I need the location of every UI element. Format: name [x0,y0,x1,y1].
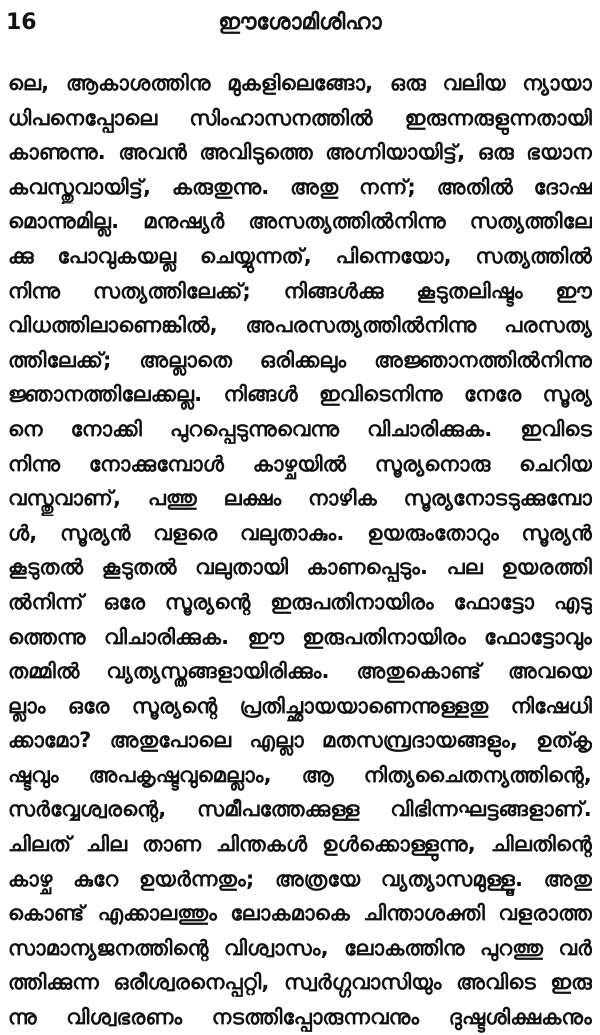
text-line: കൂടുതൽ കൂടുതൽ വലുതായി കാണപ്പെടും. പല ഉയരത്തി [8,555,592,580]
page-number: 16 [6,10,37,35]
text-line: നിന്നു സത്യത്തിലേക്ക്; നിങ്ങൾക്കു കൂടുതലിഷ്ടം ഈ [8,278,592,303]
body-text [8,66,592,1035]
running-title: ഈശോമിശിഹാ [218,10,382,35]
text-line: ധിപനെപ്പോലെ സിംഹാസനത്തിൽ ഇരുന്നരുളുന്നതായി [8,105,592,130]
text-line: ക്കു പോവുകയല്ല ചെയ്യുന്നത്, പിന്നെയോ, സത്യത്തിൽ [8,243,592,268]
text-line: മൊന്നുമില്ല. മനുഷ്യർ അസത്യത്തിൽനിന്നു സത്യത്തിലേ [8,209,592,234]
text-line: വിധത്തിലാണെങ്കിൽ, അപരസത്യത്തിൽനിന്നു പരസത്യ [8,313,592,338]
text-line: തമ്മിൽ വ്യത്യസ്തങ്ങളായിരിക്കും. അതുകൊണ്ട് അവയെ [8,659,592,684]
text-line: ന്നു വിശ്വഭരണം നടത്തിപ്പോരുന്നവനും ദുഷ്ടശിക്ഷകനും [8,1005,592,1030]
text-line: ലെ, ആകാശത്തിനു മുകളിലെങ്ങോ, ഒരു വലിയ ന്യായാ [8,71,592,95]
text-line: കാണുന്നു. അവൻ അവിടുത്തെ അഗ്നിയായിട്ട്, ഒരു ഭയാന [8,140,592,165]
text-line: ത്തിക്കുന്ന ഒരീശ്വരനെപ്പറ്റി, സ്വർഗ്ഗവാസിയും അവിടെ ഇരു [8,970,592,995]
text-line: നെ നോക്കി പുറപ്പെടുന്നുവെന്നു വിചാരിക്കുക. ഇവിടെ [8,416,592,441]
text-line: വസ്തുവാണ്, പത്തു ലക്ഷം നാഴിക സൂര്യനോടടുക്കുമ്പോ [8,486,592,511]
text-line: ല്ലാം ഒരേ സൂര്യന്റെ പ്രതിച്ഛായയാണെന്നുള്ളതു നിഷേധി [8,693,592,718]
text-line: ക്കാമോ? അതുപോലെ എല്ലാ മതസമ്പ്രദായങ്ങളും, ഉത്കൃ [8,728,592,753]
text-line: സർവ്വേശ്വരന്റെ, സമീപത്തേക്കുള്ള വിഭിന്നഘട്ടങ്ങളാണ്. [8,797,592,822]
text-line: കൊണ്ട് എക്കാലത്തും ലോകമാകെ ചിന്താശക്തി വളരാത്ത [8,901,592,926]
text-line: നിന്നു നോക്കുമ്പോൾ കാഴ്ചയിൽ സൂര്യനൊരു ചെറിയ [8,451,592,476]
text-line: ജ്ഞാനത്തിലേക്കല്ല. നിങ്ങൾ ഇവിടെനിന്നു നേരേ സൂര്യ [8,382,592,407]
text-line: ചിലത് ചില താണ ചിന്തകൾ ഉൾക്കൊള്ളുന്നു, ചിലതിന്റെ [8,832,592,857]
text-line: കവസ്തുവായിട്ട്, കരുതുന്നു. അതു നന്ന്; അതിൽ ദോഷ [8,174,592,199]
page-header [0,6,600,42]
text-line: ത്തിലേക്ക്; അല്ലാതെ ഒരിക്കലും അജ്ഞാനത്തിൽനിന്നു [8,347,592,372]
text-line: ത്തെന്നു വിചാരിക്കുക. ഈ ഇരുപതിനായിരം ഫോട്ടോവും [8,624,592,649]
text-line: സാമാന്യജനത്തിന്റെ വിശ്വാസം, ലോകത്തിനു പുറത്തു വർ [8,935,592,960]
text-line: ഷ്ടവും അപകൃഷ്ടവുമെല്ലാം, ആ നിത്യചൈതന്യത്തിന്റെ, [8,762,592,787]
text-line: കാഴ്ച കുറേ ഉയർന്നതും; അത്രയേ വ്യത്യാസമുള്ളൂ. അതു [8,866,592,891]
text-line: ൾ, സൂര്യൻ വളരെ വലുതാകും. ഉയരുംതോറും സൂര്യൻ [8,520,592,545]
text-line: ൽനിന്ന് ഒരേ സൂര്യന്റെ ഇരുപതിനായിരം ഫോട്ടോ എടു [8,589,592,614]
